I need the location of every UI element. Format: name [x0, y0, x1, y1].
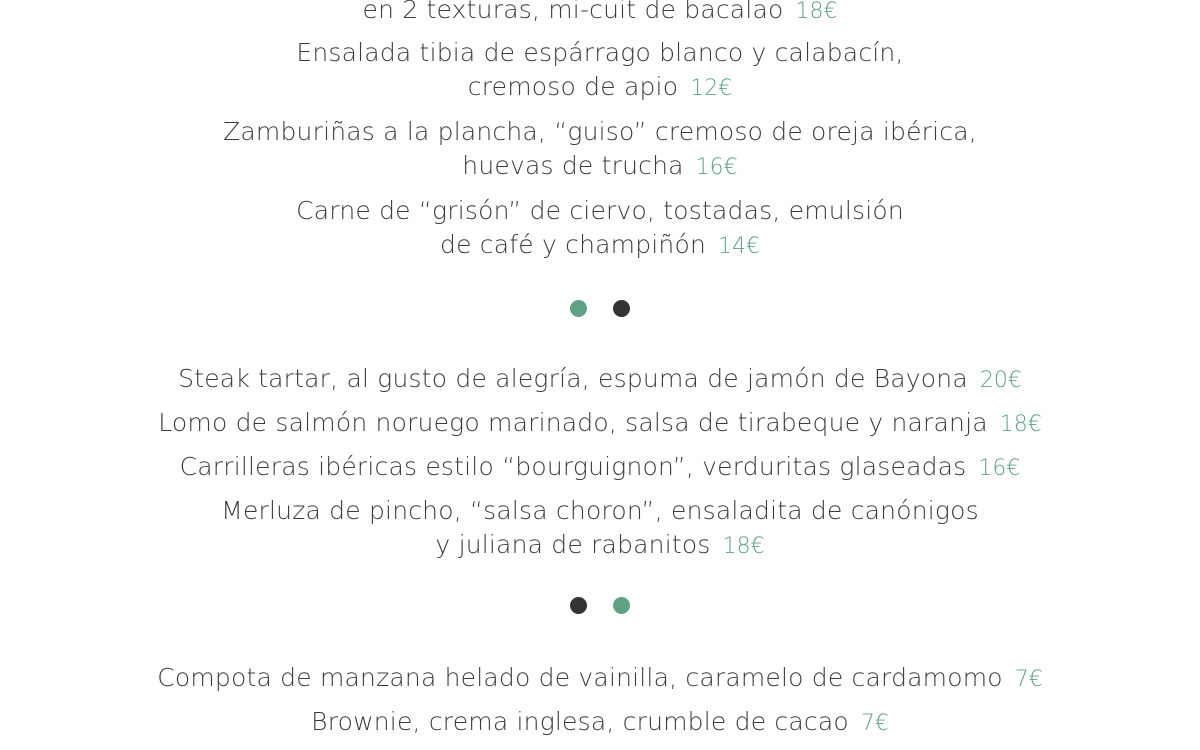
dish-text: Carrilleras ibéricas estilo “bourguignon”, verduritas glaseadas	[179, 452, 967, 481]
dish-starter-4	[0, 194, 1200, 264]
dish-dessert-2	[0, 705, 1200, 741]
dish-main-4	[0, 494, 1200, 564]
dark-dot-icon	[570, 597, 587, 614]
dish-main-1	[0, 362, 1200, 398]
dish-text: en 2 texturas, mi-cuit de bacalao	[362, 0, 784, 24]
dish-price: 12€	[690, 76, 733, 101]
section-separator-1	[0, 300, 1200, 318]
green-dot-icon	[613, 597, 630, 614]
dish-starter-3	[0, 115, 1200, 185]
dish-text: Steak tartar, al gusto de alegría, espuma de jamón de Bayona	[178, 364, 968, 393]
dish-text: y juliana de rabanitos	[435, 530, 711, 559]
dish-price: 18€	[999, 412, 1042, 437]
dish-text: huevas de trucha	[462, 151, 684, 180]
dish-text: Brownie, crema inglesa, crumble de cacao	[311, 707, 849, 736]
dish-price: 16€	[695, 155, 738, 180]
section-separator-2	[0, 597, 1200, 615]
dish-text: Lomo de salmón noruego marinado, salsa de tirabeque y naranja	[158, 408, 988, 437]
dish-starter-2	[0, 36, 1200, 106]
dish-price: 7€	[1014, 667, 1043, 692]
dish-dessert-1	[0, 661, 1200, 697]
dish-starter-1	[0, 0, 1200, 29]
dish-price: 14€	[718, 234, 760, 259]
dish-text: cremoso de apio	[467, 72, 679, 101]
dish-main-2	[0, 406, 1200, 442]
dish-price: 16€	[978, 456, 1021, 481]
dish-text: Zamburiñas a la plancha, “guiso” cremoso de oreja ibérica,	[223, 117, 977, 146]
dish-text: Merluza de pincho, “salsa choron”, ensaladita de canónigos	[221, 496, 979, 525]
dish-price: 18€	[722, 534, 765, 559]
dish-text: de café y champiñón	[440, 230, 706, 259]
dish-main-3	[0, 450, 1200, 486]
dish-price: 18€	[795, 0, 838, 24]
dish-price: 7€	[860, 711, 889, 736]
dish-text: Compota de manzana helado de vainilla, caramelo de cardamomo	[157, 663, 1003, 692]
dark-dot-icon	[613, 300, 630, 317]
dish-text: Ensalada tibia de espárrago blanco y calabacín,	[296, 38, 904, 67]
dish-text: Carne de “grisón” de ciervo, tostadas, emulsión	[296, 196, 904, 225]
dish-price: 20€	[979, 368, 1022, 393]
green-dot-icon	[570, 300, 587, 317]
